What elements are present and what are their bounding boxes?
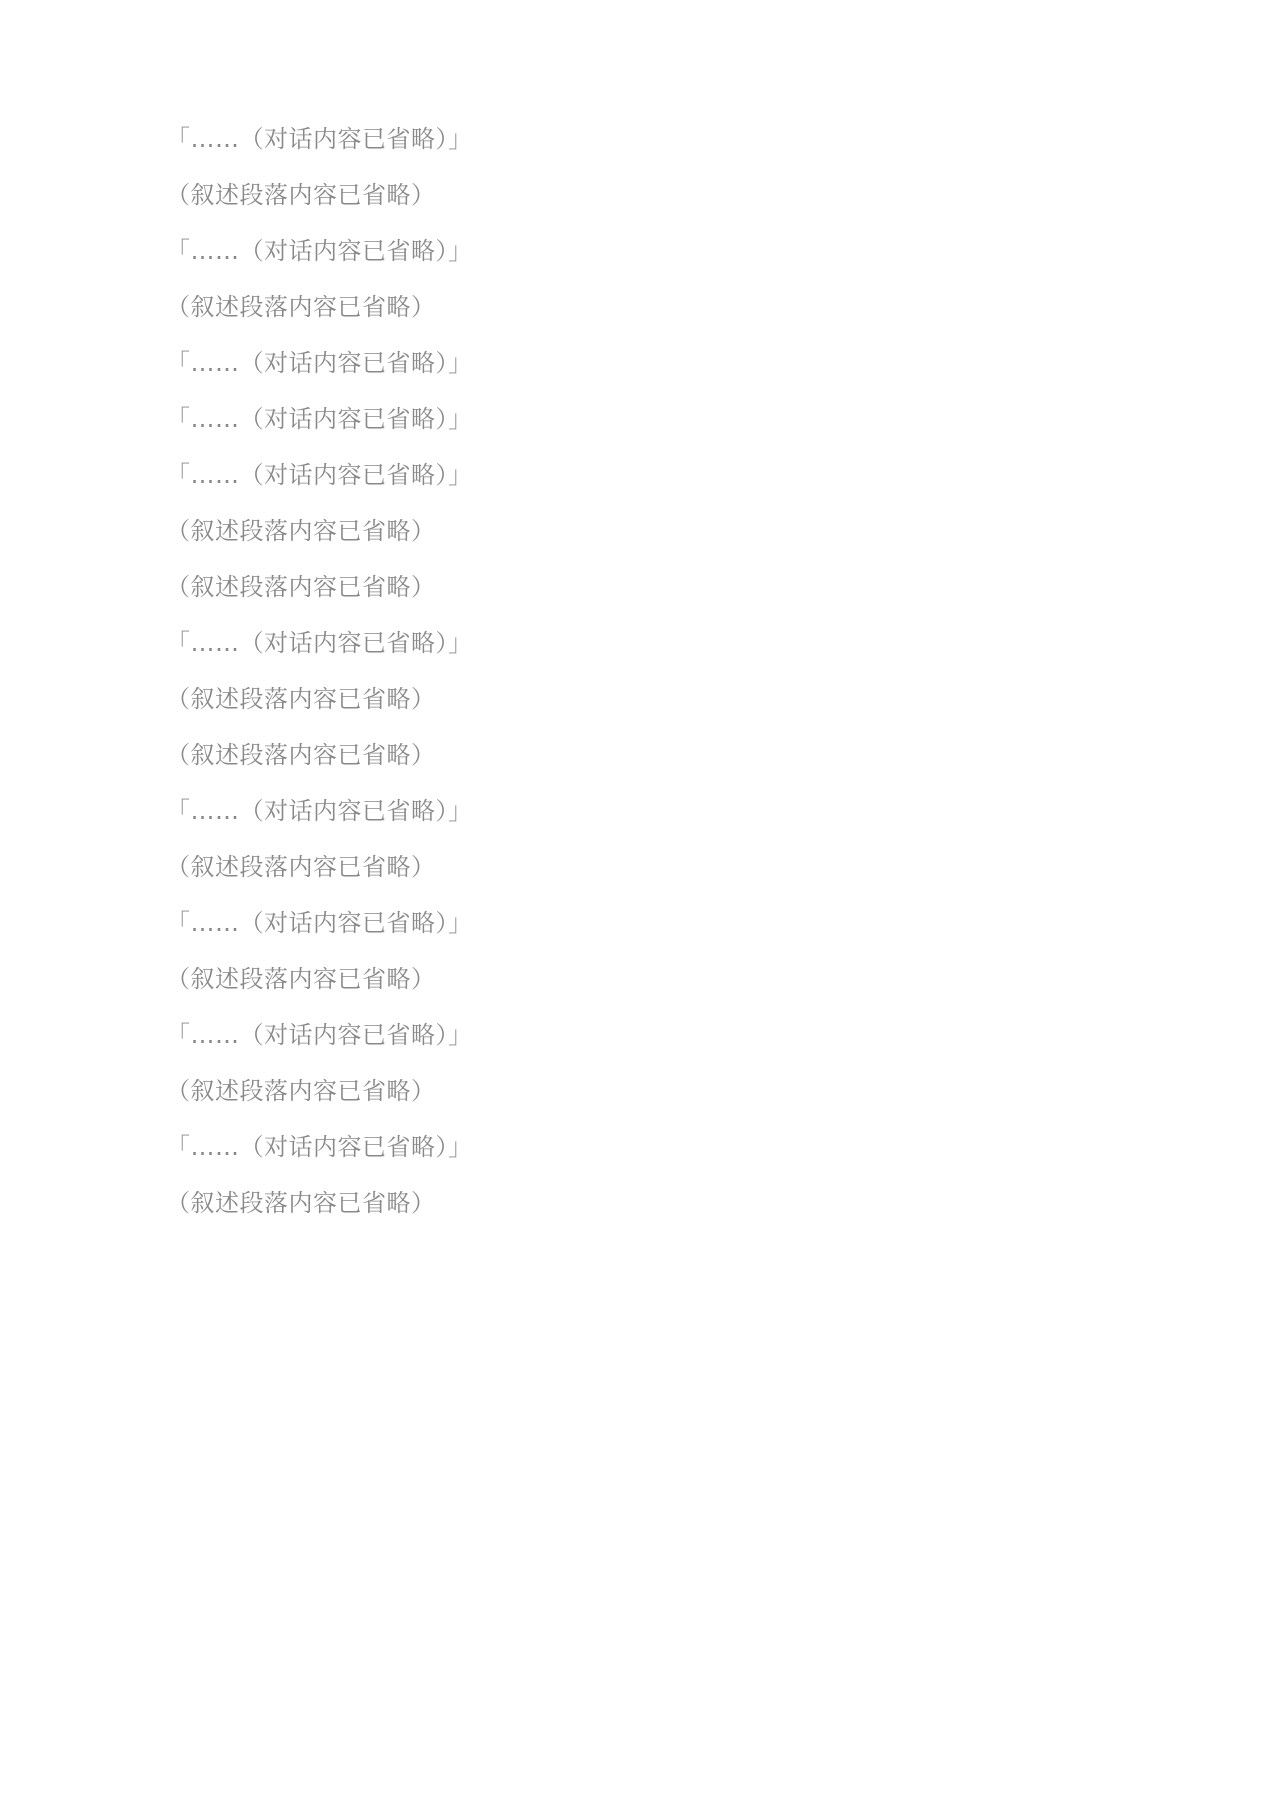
paragraph: （叙述段落内容已省略） bbox=[166, 181, 436, 209]
paragraph: （叙述段落内容已省略） bbox=[166, 853, 436, 881]
paragraph: 「……（对话内容已省略）」 bbox=[166, 461, 473, 489]
paragraph: 「……（对话内容已省略）」 bbox=[166, 1021, 473, 1049]
text-body bbox=[118, 120, 1162, 1222]
paragraph: 「……（对话内容已省略）」 bbox=[166, 349, 473, 377]
paragraph: （叙述段落内容已省略） bbox=[166, 965, 436, 993]
paragraph: 「……（对话内容已省略）」 bbox=[166, 405, 473, 433]
paragraph: （叙述段落内容已省略） bbox=[166, 741, 436, 769]
paragraph: （叙述段落内容已省略） bbox=[166, 517, 436, 545]
paragraph: 「……（对话内容已省略）」 bbox=[166, 125, 473, 153]
paragraph: 「……（对话内容已省略）」 bbox=[166, 629, 473, 657]
paragraph: 「……（对话内容已省略）」 bbox=[166, 1133, 473, 1161]
paragraph: 「……（对话内容已省略）」 bbox=[166, 237, 473, 265]
paragraph: 「……（对话内容已省略）」 bbox=[166, 909, 473, 937]
paragraph: （叙述段落内容已省略） bbox=[166, 1189, 436, 1217]
paragraph: （叙述段落内容已省略） bbox=[166, 1077, 436, 1105]
paragraph: （叙述段落内容已省略） bbox=[166, 293, 436, 321]
paragraph: （叙述段落内容已省略） bbox=[166, 573, 436, 601]
paragraph: 「……（对话内容已省略）」 bbox=[166, 797, 473, 825]
paragraph: （叙述段落内容已省略） bbox=[166, 685, 436, 713]
